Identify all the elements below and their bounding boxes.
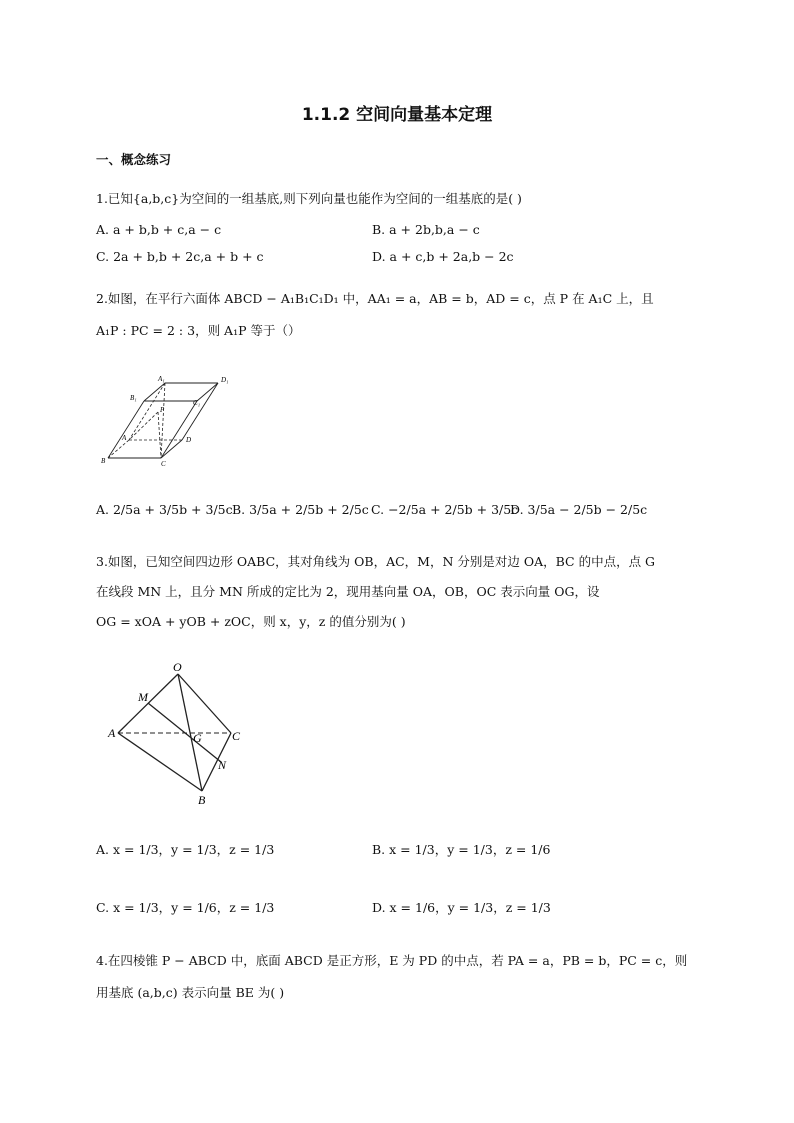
question-1-option-a: A. a + b,b + c,a − c (96, 222, 222, 237)
question-2-option-d: D. 3/5a − 2/5b − 2/5c (510, 502, 648, 517)
question-1-option-c: C. 2a + b,b + 2c,a + b + c (96, 249, 264, 264)
fig2-label-a: A (122, 434, 127, 442)
question-3-option-b: B. x = 1/3，y = 1/3，z = 1/6 (372, 842, 551, 857)
fig2-label-p: P (160, 406, 165, 414)
question-2-stem-line2: A₁P : PC = 2 : 3，则 A₁P 等于（） (96, 323, 301, 338)
fig2-label-d: D (186, 436, 192, 444)
question-1-option-b: B. a + 2b,b,a − c (372, 222, 480, 237)
question-1-option-d: D. a + c,b + 2a,b − 2c (372, 249, 514, 264)
question-2-option-b: B. 3/5a + 2/5b + 2/5c (232, 502, 369, 517)
parallelepiped-figure (100, 372, 240, 468)
section-heading: 一、概念练习 (96, 152, 172, 167)
question-2-stem-line1: 2.如图，在平行六面体 ABCD − A₁B₁C₁D₁ 中，AA₁ = a，AB = b，AD = c，点 P 在 A₁C 上，且 (96, 291, 654, 306)
question-3-stem-line3: OG = xOA + yOB + zOC，则 x，y，z 的值分别为( ) (96, 614, 406, 629)
fig2-label-d1: D₁ (221, 376, 229, 384)
fig3-label-a: A (108, 726, 116, 740)
fig2-label-c1: C₁ (193, 399, 201, 407)
question-1-stem: 1.已知{a,b,c}为空间的一组基底,则下列向量也能作为空间的一组基底的是( ) (96, 191, 522, 206)
question-3-option-c: C. x = 1/3，y = 1/6，z = 1/3 (96, 900, 275, 915)
question-4-stem-line2: 用基底 (a,b,c) 表示向量 BE 为( ) (96, 985, 285, 1000)
question-4-stem-line1: 4.在四棱锥 P − ABCD 中，底面 ABCD 是正方形，E 为 PD 的中点，若 PA = a，PB = b，PC = c，则 (96, 953, 688, 968)
question-2-option-a: A. 2/5a + 3/5b + 3/5c (96, 502, 233, 517)
fig3-label-m: M (138, 690, 148, 704)
question-3-stem-line2: 在线段 MN 上，且分 MN 所成的定比为 2，现用基向量 OA，OB，OC 表示向量 OG，设 (96, 584, 600, 599)
fig3-label-o: O (173, 660, 182, 674)
fig2-label-c: C (161, 460, 166, 468)
fig3-label-c: C (232, 729, 241, 743)
page-title: 1.1.2 空间向量基本定理 (301, 105, 493, 125)
fig2-label-b1: B₁ (130, 394, 137, 402)
tetrahedron-figure (105, 660, 255, 810)
fig2-label-b: B (101, 457, 106, 465)
question-3-stem-line1: 3.如图，已知空间四边形 OABC，其对角线为 OB，AC，M，N 分别是对边 OA，BC 的中点，点 G (96, 554, 656, 569)
fig3-label-n: N (218, 758, 227, 772)
question-3-option-d: D. x = 1/6，y = 1/3，z = 1/3 (372, 900, 551, 915)
question-3-option-a: A. x = 1/3，y = 1/3，z = 1/3 (96, 842, 275, 857)
question-2-option-c: C. −2/5a + 2/5b + 3/5c (371, 502, 519, 517)
fig3-label-b: B (198, 793, 206, 807)
fig3-label-g: G (193, 731, 202, 745)
fig2-label-a1: A₁ (158, 375, 165, 383)
